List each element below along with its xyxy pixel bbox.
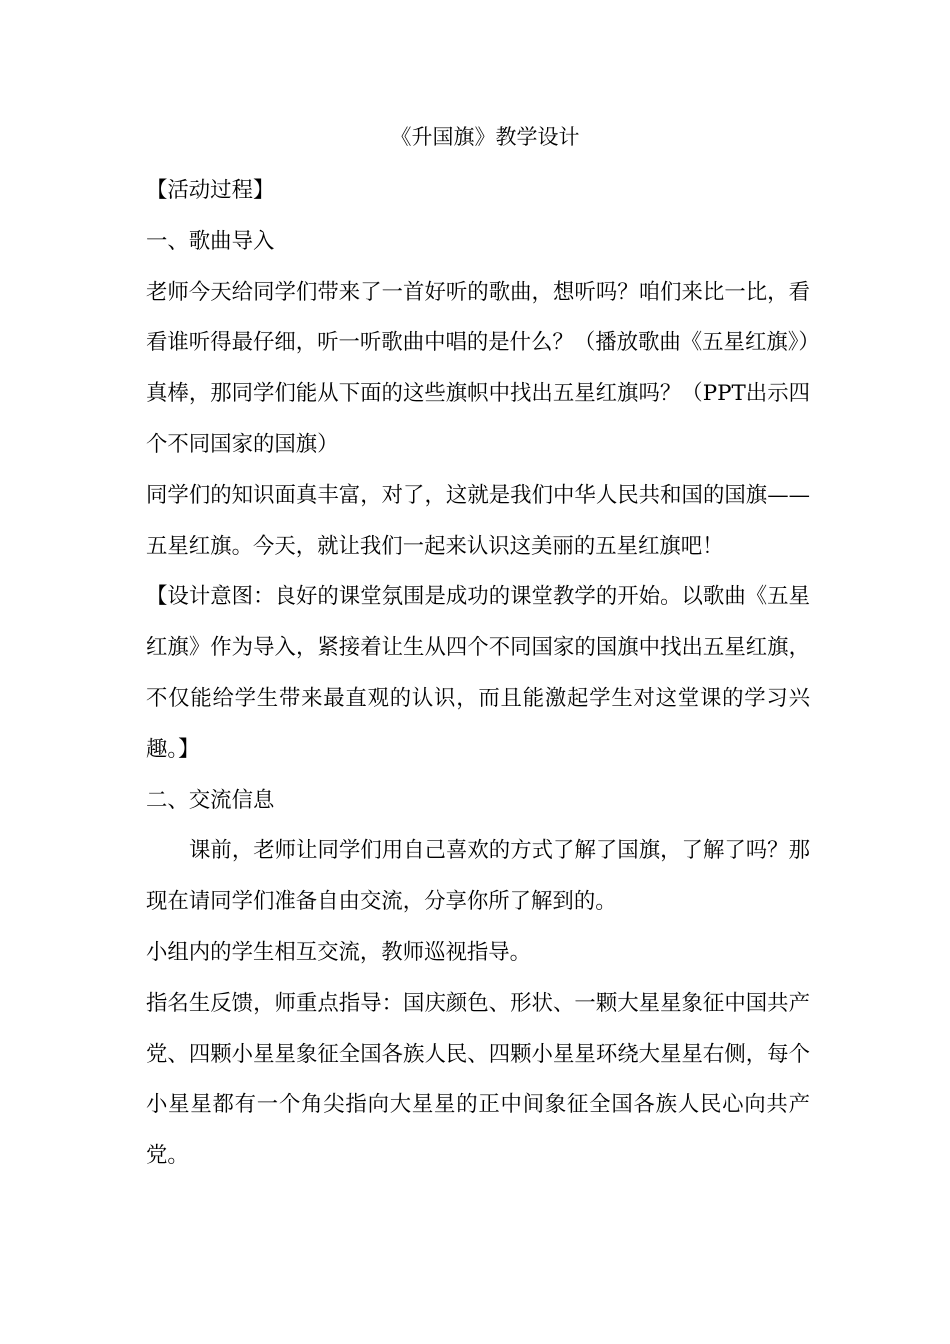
paragraph-song-intro: 老师今天给同学们带来了一首好听的歌曲，想听吗？咱们来比一比，看看谁听得最仔细，听一听歌曲中唱的是什么？（播放歌曲《五星红旗》） xyxy=(146,279,820,356)
document-body xyxy=(146,166,820,1182)
paragraph-before-class: 课前，老师让同学们用自己喜欢的方式了解了国旗，了解了吗？那现在请同学们准备自由交流，分享你所了解到的。 xyxy=(146,838,810,915)
section-heading-song-intro: 一、歌曲导入 xyxy=(146,228,275,254)
section-heading-activity-process: 【活动过程】 xyxy=(146,178,275,203)
paragraph-national-flag: 同学们的知识面真丰富，对了，这就是我们中华人民共和国的国旗——五星红旗。今天，就让我们一起来认识这美丽的五星红旗吧！ xyxy=(146,482,810,559)
paragraph-feedback-guidance: 指名生反馈，师重点指导：国庆颜色、形状、一颗大星星象征中国共产党、四颗小星星象征全国各族人民、四颗小星星环绕大星星右侧，每个小星星都有一个角尖指向大星星的正中间象征全国各族人民心向共产党。 xyxy=(146,990,810,1169)
section-heading-exchange-info: 二、交流信息 xyxy=(146,787,275,813)
paragraph-find-flag: 真棒，那同学们能从下面的这些旗帜中找出五星红旗吗？（PPT出示四个不同国家的国旗） xyxy=(146,381,810,457)
paragraph-group-exchange: 小组内的学生相互交流，教师巡视指导。 xyxy=(146,939,532,965)
document-title: 《升国旗》教学设计 xyxy=(390,125,580,149)
paragraph-design-intent: 【设计意图：良好的课堂氛围是成功的课堂教学的开始。以歌曲《五星红旗》作为导入，紧接着让生从四个不同国家的国旗中找出五星红旗，不仅能给学生带来最直观的认识，而且能激起学生对这堂课的学习兴趣。】 xyxy=(146,584,810,762)
